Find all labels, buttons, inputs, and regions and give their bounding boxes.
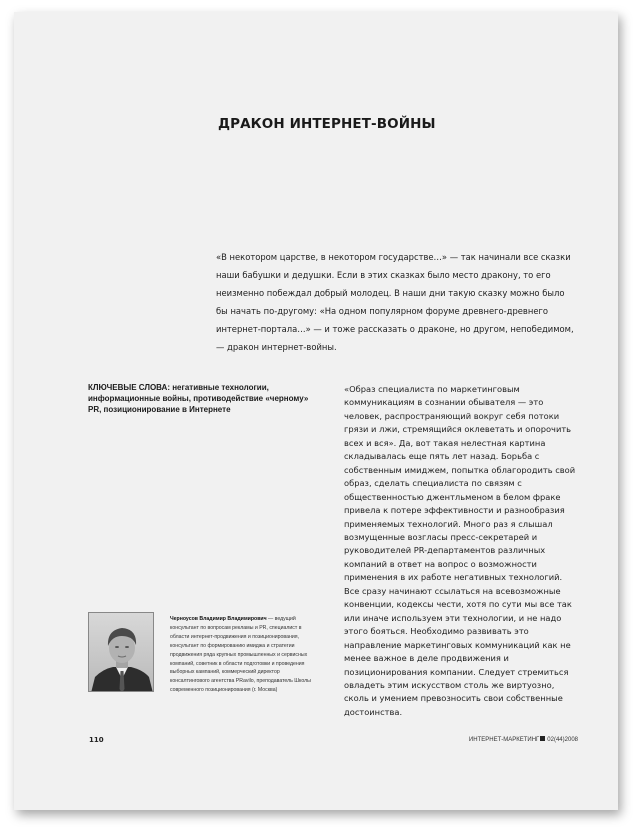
running-footer <box>469 736 578 743</box>
lead-paragraph: «В некотором царстве, в некотором государстве…» — так начинали все сказки наши бабушки и дедушки. Если в этих сказках было место дракону, то его неизменно побеждал добрый молодец. В наши дни такую сказку можно было бы начать по-другому: «На одном популярном форуме древнего-древнего интернет-портала…» — и тоже рассказать о драконе, но другом, непобедимом, — дракон интернет-войны. <box>216 252 574 352</box>
article-body <box>344 383 578 719</box>
author-photo <box>88 612 154 692</box>
author-name: Черноусов Владимир Владимирович <box>170 616 267 622</box>
body-paragraph: «Образ специалиста по маркетинговым коммуникациям в сознании обывателя — это человек, распространяющий вокруг себя потоки грязи и лжи, стремящийся оклеветать и опорочить всех и вся». Да, вот такая нелестная картина складывалась еще пять лет назад. Борьба с собственным имиджем, попытка облагородить свой образ, сделать специалиста по связям с общественностью джентльменом в белом фраке привела к потере эффективности и разнообразия применяемых технологий. Много раз я слышал возмущенные возгласы пресс-секретарей и руководителей PR-департаментов различных компаний в ответ на вопрос о возможности применения в их работе негативных технологий. Все сразу начинают ссылаться на всевозможные конвенции, кодексы чести, хотя по сути мы все так или иначе используем эти технологии, и не надо этого бояться. Необходимо развивать это направление маркетинговых коммуникаций как не менее важное в деле продвижения и позиционирования компании. Следует стремиться овладеть этим искусством столь же виртуозно, сколь и умением превозносить свои собственные достоинства. <box>344 384 576 717</box>
author-photo-image <box>89 613 154 692</box>
square-icon <box>540 736 545 741</box>
journal-name: ИНТЕРНЕТ-МАРКЕТИНГ <box>468 737 540 743</box>
author-bio <box>170 615 320 695</box>
issue-number: 02(44)2008 <box>547 737 578 743</box>
article-title: ДРАКОН ИНТЕРНЕТ-ВОЙНЫ <box>218 116 436 132</box>
keywords: КЛЮЧЕВЫЕ СЛОВА: негативные технологии, информационные войны, противодействие «черному» PR, позиционирование в Интернете <box>88 383 309 414</box>
page-number: 110 <box>89 736 104 744</box>
author-description: — ведущий консультант по вопросам рекламы и PR, специалист в области интернет-продвижения и позиционирования, консультант по формированию имиджа и стратегии продвижения ряда крупных промышленных и сервисных компаний, советник в области подготовки и проведения выборных кампаний, коммерческий директор консалтингового агентства PRavilo, преподаватель Школы современного позиционирования (г. Москва) <box>170 616 311 694</box>
article-lead <box>216 248 576 356</box>
